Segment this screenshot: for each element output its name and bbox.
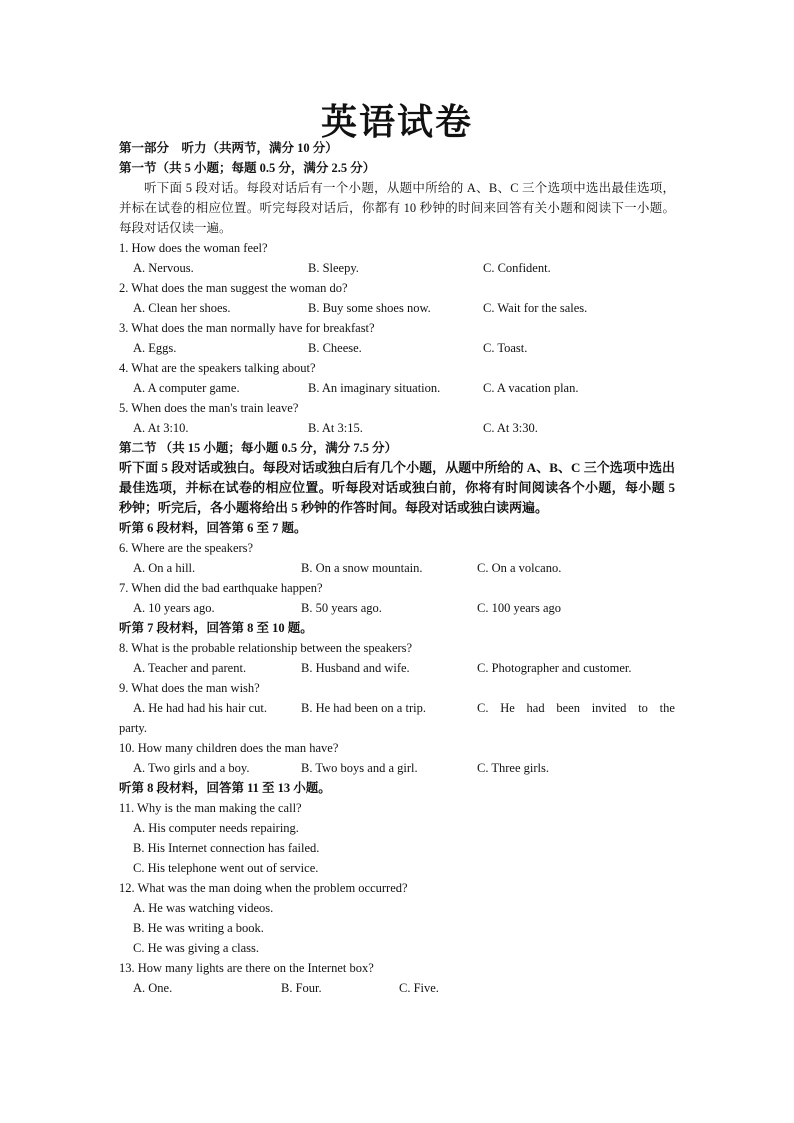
option-a: A. On a hill.	[133, 561, 196, 575]
question-5-options	[119, 418, 675, 438]
material-8-heading: 听第 8 段材料，回答第 11 至 13 小题。	[119, 781, 331, 795]
section1-heading: 第一节（共 5 小题；每题 0.5 分，满分 2.5 分）	[119, 161, 376, 175]
question-11: 11. Why is the man making the call?	[119, 801, 302, 815]
option-c-word: had	[526, 701, 545, 715]
question-13-options	[119, 978, 675, 998]
option-c: C. He was giving a class.	[133, 941, 260, 955]
option-a: A. A computer game.	[133, 381, 240, 395]
option-b: B. He had been on a trip.	[301, 701, 426, 715]
option-a: A. Nervous.	[133, 261, 194, 275]
question-7: 7. When did the bad earthquake happen?	[119, 581, 323, 595]
option-b: B. Buy some shoes now.	[308, 301, 431, 315]
option-c: C. On a volcano.	[477, 561, 562, 575]
option-b: B. Sleepy.	[308, 261, 359, 275]
question-10: 10. How many children does the man have?	[119, 741, 339, 755]
question-2-options	[119, 298, 675, 318]
option-b: B. Four.	[281, 981, 322, 995]
section2-instructions: 听下面 5 段对话或独白。每段对话或独白后有几个小题，从题中所给的 A、B、C 三个选项中选出最佳选项，并标在试卷的相应位置。听每段对话或独白前，你将有时间阅读各个小题，每小题 5 秒钟；听完后，各小题将给出 5 秒钟的作答时间。每段对话或独白读两遍。	[119, 460, 675, 515]
option-a: A. His computer needs repairing.	[133, 821, 299, 835]
question-8: 8. What is the probable relationship between the speakers?	[119, 641, 413, 655]
question-5: 5. When does the man's train leave?	[119, 401, 299, 415]
option-c: C. A vacation plan.	[483, 381, 579, 395]
option-c-word: the	[659, 701, 675, 715]
question-11-options	[119, 818, 675, 878]
question-4: 4. What are the speakers talking about?	[119, 361, 316, 375]
option-b: B. On a snow mountain.	[301, 561, 423, 575]
question-3: 3. What does the man normally have for breakfast?	[119, 321, 375, 335]
option-b: B. His Internet connection has failed.	[133, 841, 320, 855]
page-title: 英语试卷	[320, 102, 473, 142]
option-c: C. Photographer and customer.	[477, 661, 632, 675]
option-a: A. Clean her shoes.	[133, 301, 231, 315]
option-c: C. Five.	[399, 981, 439, 995]
question-12-options	[119, 898, 675, 958]
question-6: 6. Where are the speakers?	[119, 541, 254, 555]
option-c: C. Wait for the sales.	[483, 301, 588, 315]
question-8-options	[119, 658, 675, 678]
material-7-heading: 听第 7 段材料，回答第 8 至 10 题。	[119, 621, 313, 635]
question-10-options	[119, 758, 675, 778]
question-1: 1. How does the woman feel?	[119, 241, 268, 255]
section2-heading: 第二节 （共 15 小题；每小题 0.5 分，满分 7.5 分）	[119, 441, 398, 455]
question-6-options	[119, 558, 675, 578]
question-1-options	[119, 258, 675, 278]
option-a: A. He had had his hair cut.	[133, 701, 267, 715]
question-7-options	[119, 598, 675, 618]
question-12: 12. What was the man doing when the problem occurred?	[119, 881, 408, 895]
question-3-options	[119, 338, 675, 358]
option-b: B. Husband and wife.	[301, 661, 410, 675]
question-9: 9. What does the man wish?	[119, 681, 260, 695]
option-c: C. 100 years ago	[477, 601, 562, 615]
option-b: B. 50 years ago.	[301, 601, 382, 615]
option-c: C. Confident.	[483, 261, 551, 275]
option-a: A. Teacher and parent.	[133, 661, 247, 675]
question-2: 2. What does the man suggest the woman do?	[119, 281, 348, 295]
option-c: C. At 3:30.	[483, 421, 538, 435]
option-c: C. His telephone went out of service.	[133, 861, 319, 875]
option-b: B. An imaginary situation.	[308, 381, 441, 395]
option-c	[477, 698, 675, 718]
option-b: B. At 3:15.	[308, 421, 363, 435]
option-a: A. Two girls and a boy.	[133, 761, 250, 775]
option-c-word: C.	[477, 701, 489, 715]
option-c-continuation: party.	[119, 721, 147, 735]
exam-page	[119, 100, 675, 998]
option-a: A. One.	[133, 981, 173, 995]
question-4-options	[119, 378, 675, 398]
option-c-word: to	[638, 701, 648, 715]
part1-heading: 第一部分 听力（共两节，满分 10 分）	[119, 141, 338, 155]
question-9-options	[119, 698, 675, 718]
option-a: A. Eggs.	[133, 341, 177, 355]
option-a: A. At 3:10.	[133, 421, 189, 435]
option-a: A. 10 years ago.	[133, 601, 215, 615]
option-b: B. Cheese.	[308, 341, 362, 355]
material-6-heading: 听第 6 段材料，回答第 6 至 7 题。	[119, 521, 307, 535]
option-c-word: been	[556, 701, 580, 715]
option-c: C. Three girls.	[477, 761, 549, 775]
option-a: A. He was watching videos.	[133, 901, 274, 915]
option-b: B. Two boys and a girl.	[301, 761, 418, 775]
option-c: C. Toast.	[483, 341, 528, 355]
option-b: B. He was writing a book.	[133, 921, 264, 935]
question-13: 13. How many lights are there on the Internet box?	[119, 961, 374, 975]
option-c-word: invited	[591, 701, 627, 715]
option-c-word: He	[500, 701, 515, 715]
section1-instructions: 听下面 5 段对话。每段对话后有一个小题，从题中所给的 A、B、C 三个选项中选出最佳选项，并标在试卷的相应位置。听完每段对话后，你都有 10 秒钟的时间来回答有关小题和阅读下一小题。每段对话仅读一遍。	[119, 181, 675, 235]
